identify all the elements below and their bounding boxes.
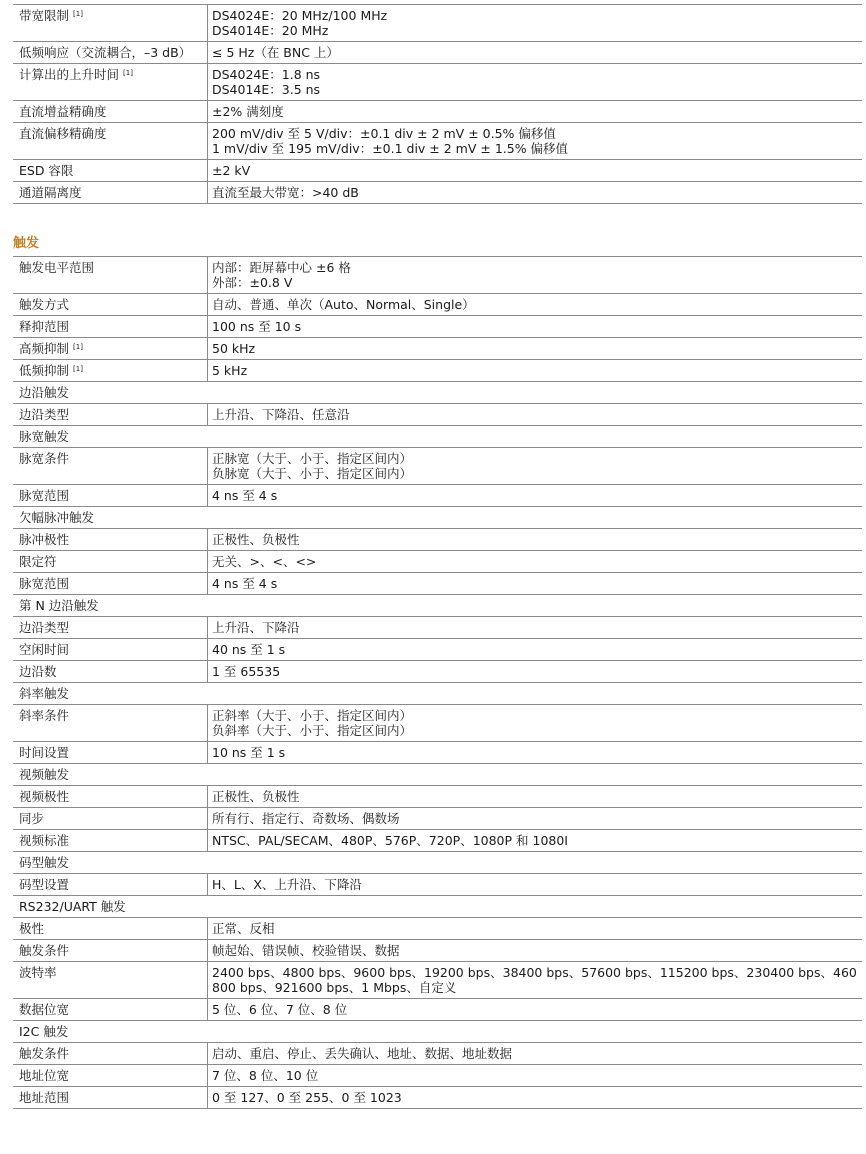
spec-value-line: 正极性、负极性 — [212, 789, 300, 804]
spec-row — [13, 918, 862, 940]
spec-key-label: 边沿类型 — [19, 407, 70, 422]
spec-value — [208, 573, 863, 595]
spec-value-line: DS4024E：20 MHz/100 MHz — [212, 8, 388, 23]
spec-row — [13, 661, 862, 683]
spec-value — [208, 182, 863, 204]
spec-value-line: 10 ns 至 1 s — [212, 745, 286, 760]
spec-value-line: 7 位、8 位、10 位 — [212, 1068, 319, 1083]
spec-key-label: 脉宽条件 — [19, 451, 70, 466]
spec-key-label: 脉宽范围 — [19, 576, 70, 591]
spec-key-label: 地址位宽 — [19, 1068, 70, 1083]
subsection-title: 边沿触发 — [13, 382, 862, 404]
spec-value-line: 4 ns 至 4 s — [212, 488, 278, 503]
spec-value — [208, 962, 863, 999]
spec-value-line: 4 ns 至 4 s — [212, 576, 278, 591]
spec-row — [13, 101, 862, 123]
spec-value-line: 0 至 127、0 至 255、0 至 1023 — [212, 1090, 402, 1105]
spec-value — [208, 404, 863, 426]
spec-value-line: 2400 bps、4800 bps、9600 bps、19200 bps、38400 bps、57600 bps、115200 bps、230400 bps、460800 bps、921600 bps、1 Mbps、自定义 — [212, 965, 857, 995]
spec-key-label: 波特率 — [19, 965, 57, 980]
spec-key-label: 触发电平范围 — [19, 260, 95, 275]
spec-value — [208, 551, 863, 573]
spec-value-line: 正斜率（大于、小于、指定区间内） — [212, 708, 413, 723]
spec-value-line: ≤ 5 Hz（在 BNC 上） — [212, 45, 339, 60]
spec-key-label: 地址范围 — [19, 1090, 70, 1105]
spec-value-line: 200 mV/div 至 5 V/div：±0.1 div ± 2 mV ± 0.5% 偏移值 — [212, 126, 556, 141]
spec-row — [13, 529, 862, 551]
spec-key-label: 计算出的上升时间 — [19, 67, 120, 82]
spec-value — [208, 294, 863, 316]
spec-value — [208, 617, 863, 639]
spec-row — [13, 786, 862, 808]
spec-value — [208, 874, 863, 896]
spec-value-line: 无关、>、<、<> — [212, 554, 317, 569]
spec-row — [13, 808, 862, 830]
spec-table-channel — [13, 4, 862, 204]
spec-value-line: 上升沿、下降沿、任意沿 — [212, 407, 350, 422]
spec-value-line: 直流至最大带宽：>40 dB — [212, 185, 359, 200]
spec-value — [208, 257, 863, 294]
spec-key — [13, 999, 208, 1021]
spec-row — [13, 42, 862, 64]
spec-value-line: H、L、X、上升沿、下降沿 — [212, 877, 362, 892]
subsection-row — [13, 507, 862, 529]
spec-value — [208, 101, 863, 123]
spec-key-label: 直流增益精确度 — [19, 104, 107, 119]
spec-row — [13, 573, 862, 595]
spec-key — [13, 874, 208, 896]
spec-value — [208, 808, 863, 830]
spec-value-line: 5 kHz — [212, 363, 248, 378]
spec-value-line: 负脉宽（大于、小于、指定区间内） — [212, 466, 413, 481]
spec-value-line: ±2% 满刻度 — [212, 104, 284, 119]
spec-value — [208, 316, 863, 338]
spec-value-line: DS4014E：3.5 ns — [212, 82, 321, 97]
spec-value-line: 自动、普通、单次（Auto、Normal、Single） — [212, 297, 475, 312]
spec-key-label: 限定符 — [19, 554, 57, 569]
spec-value-line: 外部：±0.8 V — [212, 275, 293, 290]
footnote-mark: [1] — [123, 69, 133, 77]
spec-value — [208, 830, 863, 852]
spec-row — [13, 874, 862, 896]
spec-key — [13, 316, 208, 338]
subsection-row — [13, 764, 862, 786]
spec-value — [208, 160, 863, 182]
spec-value — [208, 705, 863, 742]
spec-key — [13, 101, 208, 123]
spec-key — [13, 1087, 208, 1109]
spec-value-line: 启动、重启、停止、丢失确认、地址、数据、地址数据 — [212, 1046, 513, 1061]
spec-row — [13, 1065, 862, 1087]
spec-key-label: 高频抑制 — [19, 341, 70, 356]
spec-value — [208, 786, 863, 808]
spec-row — [13, 123, 862, 160]
spec-value — [208, 529, 863, 551]
subsection-title: I2C 触发 — [13, 1021, 862, 1043]
spec-key — [13, 786, 208, 808]
spec-value-line: 正极性、负极性 — [212, 532, 300, 547]
spec-row — [13, 360, 862, 382]
spec-key — [13, 808, 208, 830]
spec-key-label: 低频响应（交流耦合，–3 dB） — [19, 45, 192, 60]
spec-key-label: 同步 — [19, 811, 45, 826]
spec-key-label: 边沿类型 — [19, 620, 70, 635]
spec-key — [13, 42, 208, 64]
spec-value-line: NTSC、PAL/SECAM、480P、576P、720P、1080P 和 1080I — [212, 833, 568, 848]
subsection-title: RS232/UART 触发 — [13, 896, 862, 918]
spec-key — [13, 705, 208, 742]
spec-row — [13, 64, 862, 101]
spec-value-line: 负斜率（大于、小于、指定区间内） — [212, 723, 413, 738]
spec-key — [13, 404, 208, 426]
spec-key — [13, 661, 208, 683]
footnote-mark: [1] — [73, 343, 83, 351]
spec-value — [208, 940, 863, 962]
spec-row — [13, 338, 862, 360]
spec-row — [13, 160, 862, 182]
spec-value — [208, 1065, 863, 1087]
spec-key-label: 视频标准 — [19, 833, 70, 848]
spec-key-label: 脉冲极性 — [19, 532, 70, 547]
spec-value-line: ±2 kV — [212, 163, 251, 178]
spec-value — [208, 123, 863, 160]
spec-row — [13, 705, 862, 742]
spec-row — [13, 617, 862, 639]
spec-value-line: 100 ns 至 10 s — [212, 319, 302, 334]
spec-value-line: 所有行、指定行、奇数场、偶数场 — [212, 811, 400, 826]
spec-row — [13, 448, 862, 485]
spec-row — [13, 940, 862, 962]
spec-row — [13, 257, 862, 294]
spec-key-label: 释抑范围 — [19, 319, 70, 334]
spec-value-line: 1 至 65535 — [212, 664, 281, 679]
subsection-row — [13, 683, 862, 705]
spec-row — [13, 639, 862, 661]
spec-value-line: 正常、反相 — [212, 921, 275, 936]
spec-table-trigger — [13, 256, 862, 1109]
spec-key-label: 通道隔离度 — [19, 185, 82, 200]
spec-key — [13, 257, 208, 294]
spec-value — [208, 5, 863, 42]
spec-key — [13, 448, 208, 485]
subsection-row — [13, 426, 862, 448]
spec-key — [13, 360, 208, 382]
spec-key — [13, 573, 208, 595]
spec-row — [13, 485, 862, 507]
spec-value-line: DS4014E：20 MHz — [212, 23, 329, 38]
spec-key — [13, 182, 208, 204]
spec-value-line: 内部：距屏幕中心 ±6 格 — [212, 260, 351, 275]
spec-key-label: 带宽限制 — [19, 8, 70, 23]
spec-value-line: 上升沿、下降沿 — [212, 620, 300, 635]
spec-key-label: ESD 容限 — [19, 163, 74, 178]
spec-key-label: 触发条件 — [19, 1046, 70, 1061]
spec-row — [13, 316, 862, 338]
spec-key-label: 时间设置 — [19, 745, 70, 760]
spec-key — [13, 294, 208, 316]
spec-row — [13, 830, 862, 852]
spec-row — [13, 182, 862, 204]
spec-value-line: DS4024E：1.8 ns — [212, 67, 321, 82]
spec-key-label: 低频抑制 — [19, 363, 70, 378]
subsection-row — [13, 595, 862, 617]
subsection-row — [13, 1021, 862, 1043]
spec-key — [13, 918, 208, 940]
spec-row — [13, 404, 862, 426]
spec-key — [13, 338, 208, 360]
spec-value — [208, 42, 863, 64]
spec-key — [13, 940, 208, 962]
footnote-mark: [1] — [73, 365, 83, 373]
spec-value-line: 50 kHz — [212, 341, 256, 356]
spec-key — [13, 529, 208, 551]
subsection-row — [13, 382, 862, 404]
spec-key — [13, 830, 208, 852]
spec-key-label: 码型设置 — [19, 877, 70, 892]
spec-key — [13, 551, 208, 573]
subsection-title: 斜率触发 — [13, 683, 862, 705]
spec-value — [208, 485, 863, 507]
spec-row — [13, 962, 862, 999]
spec-key — [13, 160, 208, 182]
spec-key-label: 触发条件 — [19, 943, 70, 958]
spec-row — [13, 5, 862, 42]
spec-value-line: 5 位、6 位、7 位、8 位 — [212, 1002, 348, 1017]
spec-key-label: 数据位宽 — [19, 1002, 70, 1017]
subsection-title: 脉宽触发 — [13, 426, 862, 448]
subsection-title: 码型触发 — [13, 852, 862, 874]
spec-value — [208, 999, 863, 1021]
subsection-row — [13, 852, 862, 874]
spec-row — [13, 999, 862, 1021]
spec-value-line: 正脉宽（大于、小于、指定区间内） — [212, 451, 413, 466]
spec-row — [13, 1087, 862, 1109]
spec-row — [13, 294, 862, 316]
section-title-trigger: 触发 — [13, 236, 40, 251]
spec-value — [208, 1043, 863, 1065]
spec-row — [13, 551, 862, 573]
spec-value — [208, 448, 863, 485]
spec-key — [13, 742, 208, 764]
spec-key — [13, 962, 208, 999]
spec-value-line: 40 ns 至 1 s — [212, 642, 286, 657]
spec-key — [13, 639, 208, 661]
subsection-title: 第 N 边沿触发 — [13, 595, 862, 617]
spec-key-label: 极性 — [19, 921, 45, 936]
spec-key-label: 脉宽范围 — [19, 488, 70, 503]
spec-row — [13, 742, 862, 764]
spec-key — [13, 485, 208, 507]
spec-value — [208, 360, 863, 382]
spec-value — [208, 1087, 863, 1109]
spec-value — [208, 338, 863, 360]
spec-key — [13, 123, 208, 160]
spec-value — [208, 918, 863, 940]
spec-key — [13, 617, 208, 639]
spec-key-label: 斜率条件 — [19, 708, 70, 723]
spec-row — [13, 1043, 862, 1065]
spec-key — [13, 5, 208, 42]
footnote-mark: [1] — [73, 10, 83, 18]
subsection-title: 欠幅脉冲触发 — [13, 507, 862, 529]
spec-value — [208, 742, 863, 764]
spec-value — [208, 639, 863, 661]
spec-key-label: 视频极性 — [19, 789, 70, 804]
spec-key-label: 直流偏移精确度 — [19, 126, 107, 141]
spec-key-label: 空闲时间 — [19, 642, 70, 657]
spec-key-label: 触发方式 — [19, 297, 70, 312]
spec-key — [13, 1043, 208, 1065]
spec-value-line: 帧起始、错误帧、校验错误、数据 — [212, 943, 400, 958]
spec-key — [13, 64, 208, 101]
spec-value — [208, 661, 863, 683]
spec-value — [208, 64, 863, 101]
spec-key-label: 边沿数 — [19, 664, 57, 679]
subsection-title: 视频触发 — [13, 764, 862, 786]
spec-key — [13, 1065, 208, 1087]
subsection-row — [13, 896, 862, 918]
spec-value-line: 1 mV/div 至 195 mV/div：±0.1 div ± 2 mV ± 1.5% 偏移值 — [212, 141, 569, 156]
